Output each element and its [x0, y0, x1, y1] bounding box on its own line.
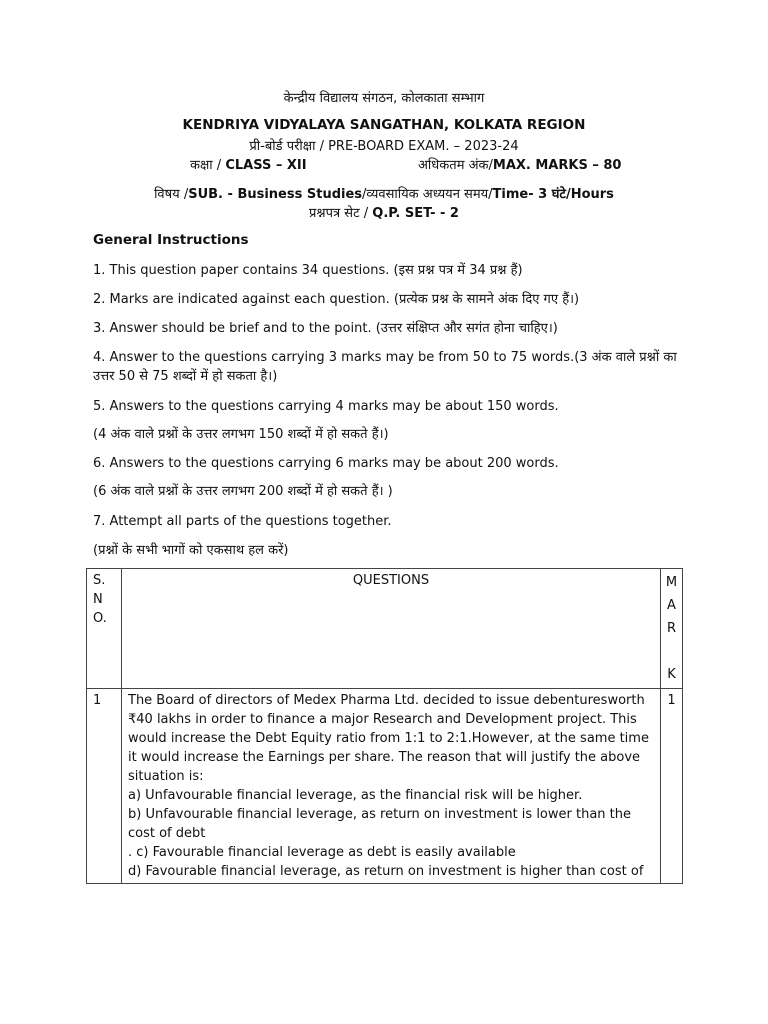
- marks-header-char: R: [666, 621, 677, 636]
- max-marks-label: अधिकतम अंक/: [418, 158, 493, 173]
- question-option: d) Favourable financial leverage, as return on investment is higher than cost of: [128, 864, 644, 879]
- question-marks: 1: [661, 689, 683, 884]
- qp-set-line: [0, 203, 768, 221]
- subject-hindi: /व्यवसायिक अध्ययन समय/: [362, 187, 493, 202]
- question-cell: [122, 689, 661, 884]
- marks-header-char: A: [667, 598, 676, 613]
- class-info: [190, 155, 307, 173]
- table-header-row: [87, 569, 683, 689]
- qp-set-label: प्रश्नपत्र सेट /: [309, 206, 373, 221]
- instruction-item: (4 अंक वाले प्रश्नों के उत्तर लगभग 150 शब्दों में हो सकते हैं।): [93, 427, 389, 442]
- marks-header-char: K: [667, 667, 676, 682]
- instruction-item: 4. Answer to the questions carrying 3 marks may be from 50 to 75 words.(3 अंक वाले प्रश्नों का उत्तर 50 से 75 शब्दों में हो सकता है।): [93, 350, 677, 384]
- question-option: a) Unfavourable financial leverage, as the financial risk will be higher.: [128, 788, 583, 803]
- sno-header-char: S.: [93, 573, 106, 588]
- marks-header-char: M: [665, 575, 678, 590]
- instruction-item: 6. Answers to the questions carrying 6 marks may be about 200 words.: [93, 456, 559, 471]
- instruction-item: 2. Marks are indicated against each question. (प्रत्येक प्रश्न के सामने अंक दिए गए हैं।): [93, 292, 580, 307]
- questions-table: [86, 568, 683, 884]
- class-value: CLASS – XII: [225, 158, 307, 173]
- subject-label: विषय /: [154, 187, 189, 202]
- marks-header: [661, 569, 683, 689]
- instruction-item: 3. Answer should be brief and to the point. (उत्तर संक्षिप्त और सगंत होना चाहिए।): [93, 321, 558, 336]
- exam-title: प्री-बोर्ड परीक्षा / PRE-BOARD EXAM. – 2023-24: [249, 139, 519, 154]
- question-stem: The Board of directors of Medex Pharma Ltd. decided to issue debenturesworth ₹40 lakhs in order to finance a major Research and Development project. This would increase the Debt Equity ratio from 1:1 to 2:1.However, at the same time it would increase the Earnings per share. The reason that will justify the above situation is:: [128, 693, 649, 784]
- sno-header-char: O.: [93, 611, 107, 626]
- question-option: . c) Favourable financial leverage as debt is easily available: [128, 845, 516, 860]
- instruction-item: 1. This question paper contains 34 questions. (इस प्रश्न पत्र में 34 प्रश्न हैं): [93, 263, 523, 278]
- instruction-item: (प्रश्नों के सभी भागों को एकसाथ हल करें): [93, 543, 289, 558]
- max-marks-value: MAX. MARKS – 80: [492, 158, 622, 173]
- subject-value: SUB. - Business Studies: [188, 187, 363, 202]
- question-number: 1: [87, 689, 122, 884]
- sno-header-char: N: [93, 592, 103, 607]
- questions-header: QUESTIONS: [122, 569, 661, 689]
- instruction-item: 5. Answers to the questions carrying 4 marks may be about 150 words.: [93, 399, 559, 414]
- marks-header-char: [661, 640, 682, 663]
- qp-set-value: Q.P. SET- - 2: [372, 206, 459, 221]
- general-instructions-heading: General Instructions: [93, 232, 249, 248]
- organization-name-hindi: केन्द्रीय विद्यालय संगठन, कोलकाता सम्भाग: [283, 91, 485, 106]
- subject-time-line: [0, 184, 768, 202]
- question-option: b) Unfavourable financial leverage, as return on investment is lower than the cost of debt: [128, 807, 631, 841]
- max-marks-info: [418, 155, 621, 173]
- organization-name-english: KENDRIYA VIDYALAYA SANGATHAN, KOLKATA REGION: [182, 117, 586, 133]
- class-label: कक्षा /: [190, 158, 226, 173]
- instruction-item: (6 अंक वाले प्रश्नों के उत्तर लगभग 200 शब्दों में हो सकते हैं। ): [93, 484, 393, 499]
- table-row: [87, 689, 683, 884]
- instruction-item: 7. Attempt all parts of the questions together.: [93, 514, 392, 529]
- time-value: Time- 3 घंटे/Hours: [492, 187, 614, 202]
- sno-header: [87, 569, 122, 689]
